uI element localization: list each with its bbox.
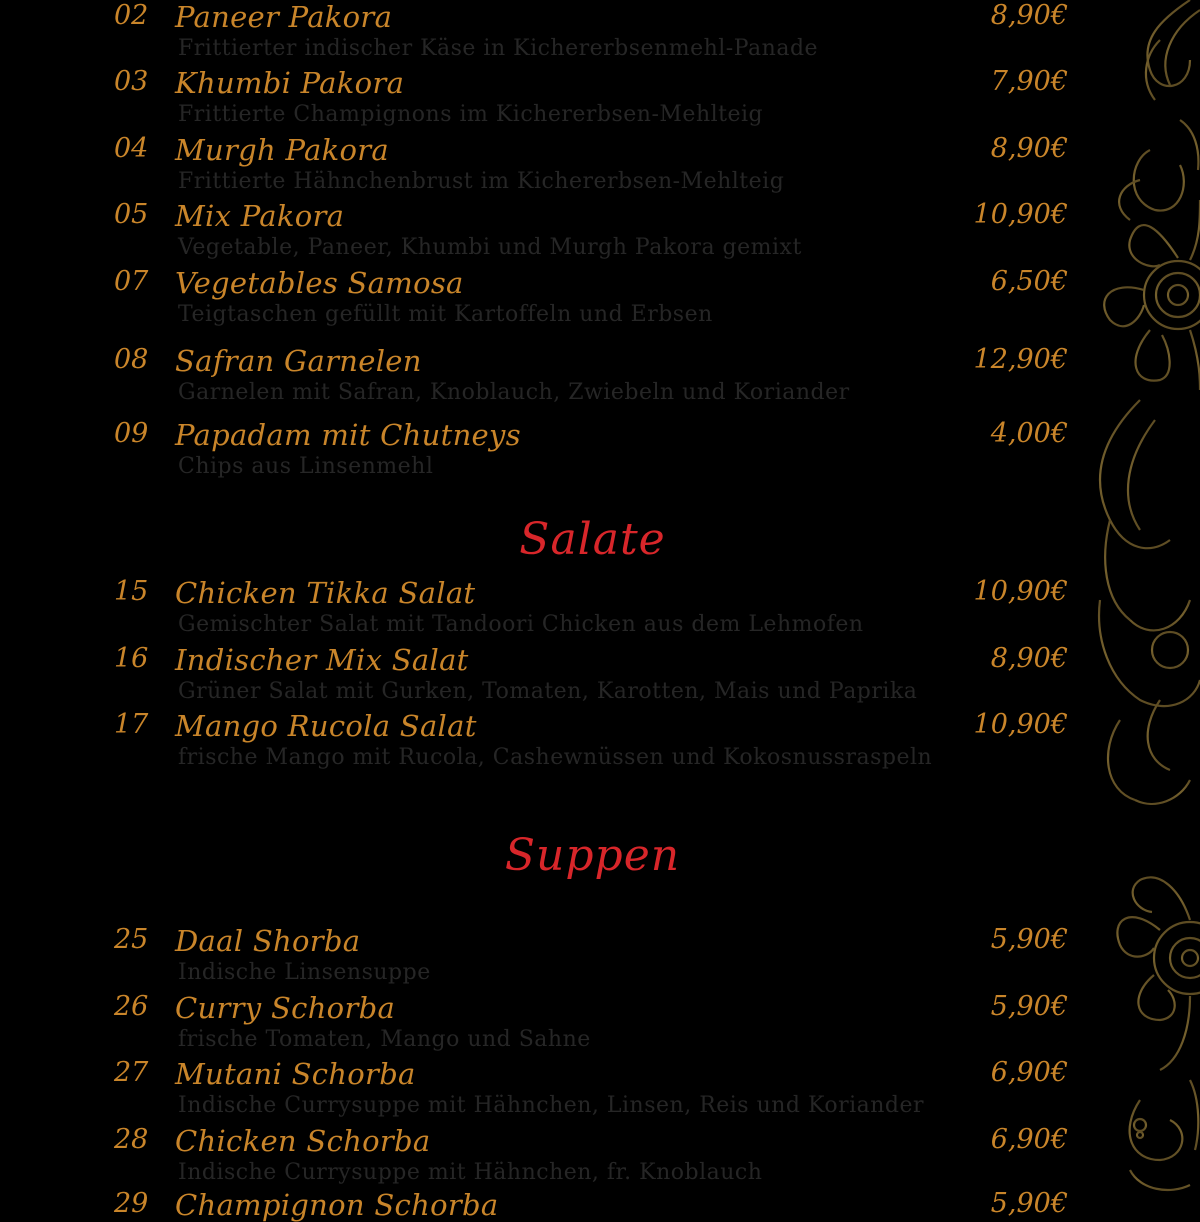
item-description: Indische Currysuppe mit Hähnchen, Linsen, Reis und Koriander (178, 1093, 925, 1118)
item-description: Garnelen mit Safran, Knoblauch, Zwiebeln und Koriander (178, 380, 850, 405)
item-description: frische Mango mit Rucola, Cashewnüssen und Kokosnussraspeln (178, 745, 933, 770)
item-price: 6,90€ (990, 1124, 1068, 1155)
item-number: 15 (114, 576, 149, 607)
item-name: Chicken Schorba (175, 1124, 431, 1158)
item-price: 10,90€ (973, 199, 1068, 230)
item-price: 8,90€ (990, 0, 1068, 31)
item-price: 8,90€ (990, 133, 1068, 164)
item-number: 08 (114, 344, 149, 375)
item-price: 10,90€ (973, 576, 1068, 607)
item-name: Indischer Mix Salat (175, 643, 469, 677)
item-number: 05 (114, 199, 149, 230)
item-price: 6,90€ (990, 1057, 1068, 1088)
item-name: Mutani Schorba (175, 1057, 416, 1091)
item-number: 17 (114, 709, 149, 740)
item-name: Curry Schorba (175, 991, 396, 1025)
item-number: 27 (114, 1057, 149, 1088)
item-description: Grüner Salat mit Gurken, Tomaten, Karotten, Mais und Paprika (178, 679, 918, 704)
item-description: Indische Linsensuppe (178, 960, 431, 985)
item-price: 5,90€ (990, 924, 1068, 955)
item-price: 5,90€ (990, 991, 1068, 1022)
item-price: 8,90€ (990, 643, 1068, 674)
item-name: Mango Rucola Salat (175, 709, 477, 743)
item-name: Vegetables Samosa (175, 266, 464, 300)
item-description: Frittierte Hähnchenbrust im Kichererbsen-Mehlteig (178, 169, 785, 194)
item-description: Indische Currysuppe mit Hähnchen, fr. Knoblauch (178, 1160, 763, 1185)
item-number: 28 (114, 1124, 149, 1155)
item-name: Papadam mit Chutneys (175, 418, 521, 452)
item-name: Safran Garnelen (175, 344, 422, 378)
item-price: 4,00€ (990, 418, 1068, 449)
item-description: Frittierter indischer Käse in Kichererbsenmehl-Panade (178, 36, 819, 61)
item-name: Mix Pakora (175, 199, 345, 233)
item-number: 25 (114, 924, 149, 955)
item-price: 12,90€ (973, 344, 1068, 375)
item-price: 7,90€ (990, 66, 1068, 97)
item-name: Paneer Pakora (175, 0, 393, 34)
item-description: Gemischter Salat mit Tandoori Chicken aus dem Lehmofen (178, 612, 864, 637)
item-description: frische Tomaten, Mango und Sahne (178, 1027, 591, 1052)
item-number: 03 (114, 66, 149, 97)
item-price: 5,90€ (990, 1188, 1068, 1219)
item-number: 16 (114, 643, 149, 674)
item-description: Frittierte Champignons im Kichererbsen-Mehlteig (178, 102, 764, 127)
item-name: Chicken Tikka Salat (175, 576, 476, 610)
item-number: 04 (114, 133, 149, 164)
item-description: Vegetable, Paneer, Khumbi und Murgh Pakora gemixt (178, 235, 802, 260)
item-number: 02 (114, 0, 149, 31)
section-title-suppen: Suppen (504, 830, 681, 881)
item-number: 07 (114, 266, 149, 297)
item-description: Teigtaschen gefüllt mit Kartoffeln und Erbsen (178, 302, 713, 327)
item-number: 29 (114, 1188, 149, 1219)
item-description: Chips aus Linsenmehl (178, 454, 434, 479)
item-price: 10,90€ (973, 709, 1068, 740)
item-name: Daal Shorba (175, 924, 361, 958)
item-name: Champignon Schorba (175, 1188, 499, 1222)
item-number: 26 (114, 991, 149, 1022)
item-price: 6,50€ (990, 266, 1068, 297)
section-title-salate: Salate (519, 514, 666, 565)
item-name: Murgh Pakora (175, 133, 389, 167)
item-number: 09 (114, 418, 149, 449)
item-name: Khumbi Pakora (175, 66, 405, 100)
